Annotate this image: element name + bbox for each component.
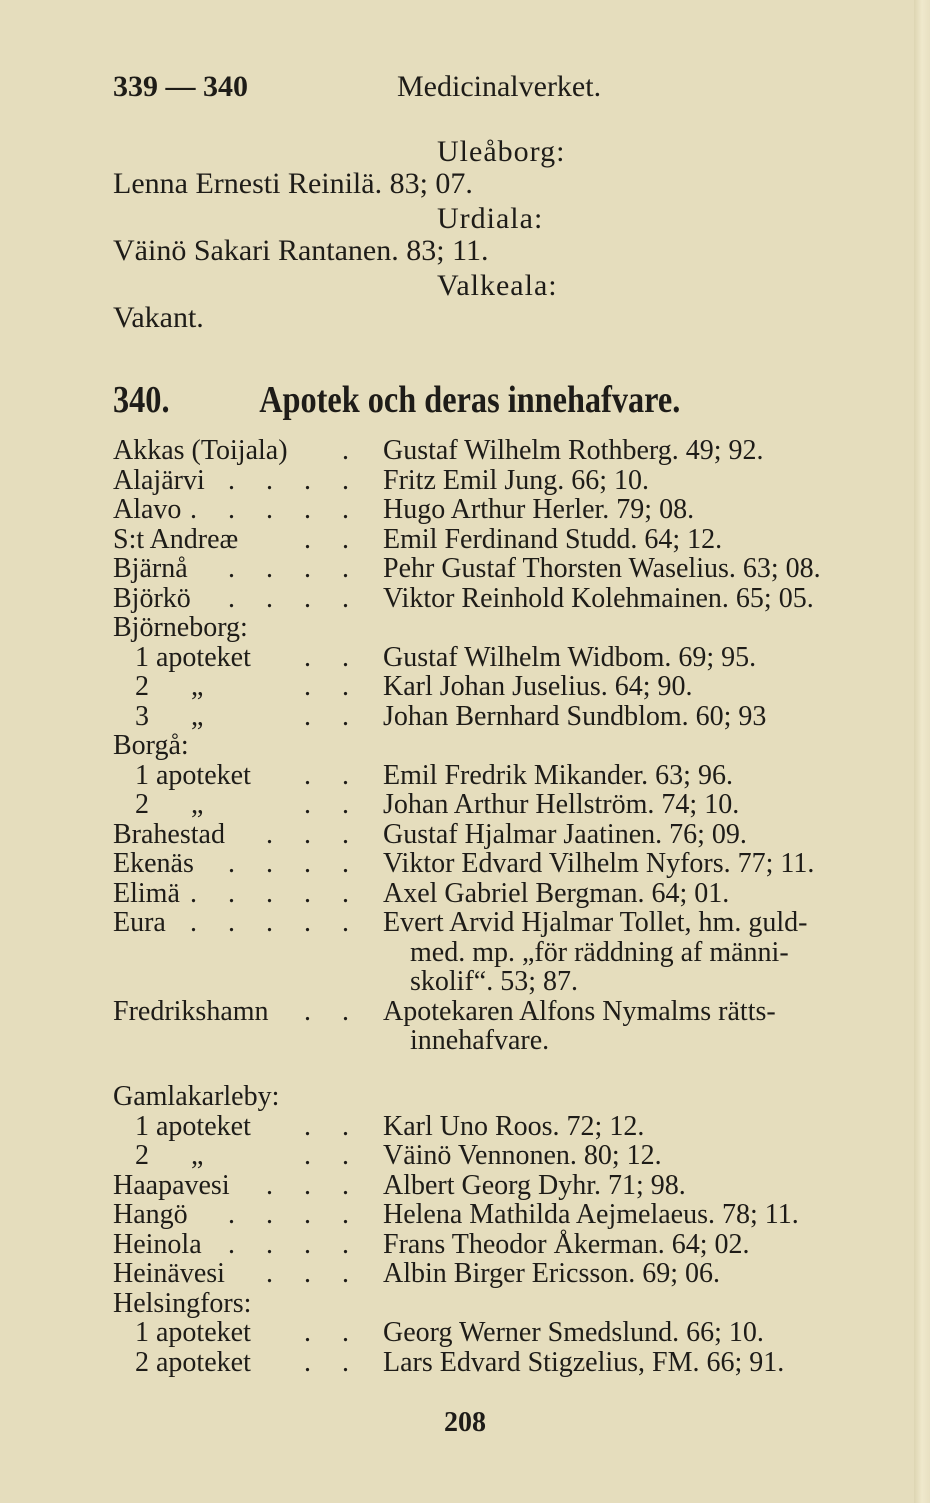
pharmacy-location: Bjärnå <box>113 553 188 584</box>
list-item <box>113 731 893 761</box>
list-item <box>113 584 893 614</box>
pharmacy-location: Björneborg: <box>113 612 248 643</box>
pharmacy-holder: Frans Theodor Åkerman. 64; 02. <box>383 1228 750 1260</box>
pharmacy-location: Hangö <box>113 1199 188 1231</box>
leader-dots: . . <box>304 671 361 702</box>
leader-dots: . . <box>304 1346 361 1378</box>
leader-dots: . . . <box>266 818 361 850</box>
pharmacy-location: 1 apoteket <box>135 759 251 791</box>
list-item <box>113 672 893 702</box>
pharmacy-location: Akkas (Toijala) <box>113 435 288 466</box>
pharmacy-holder: Johan Bernhard Sundblom. 60; 93 <box>383 700 767 732</box>
leader-dots: . . . . <box>228 1228 361 1260</box>
pharmacy-holder: Gustaf Hjalmar Jaatinen. 76; 09. <box>383 818 747 850</box>
pharmacy-location: Björkö <box>113 582 191 614</box>
pharmacy-location: Heinola <box>113 1228 202 1260</box>
leader-dots: . . <box>304 759 361 791</box>
pharmacy-location: 2 „ <box>135 789 204 820</box>
pharmacy-location: Fredrikshamn <box>113 995 269 1027</box>
pharmacy-holder: Evert Arvid Hjalmar Tollet, hm. guld- <box>383 907 808 938</box>
list-item <box>113 1289 893 1319</box>
leader-dots: . . <box>304 641 361 673</box>
place-name: Valkeala: <box>437 269 558 302</box>
pharmacy-holder: Apotekaren Alfons Nymalms rätts- <box>383 995 776 1027</box>
continuation-text: skolif“. 53; 87. <box>410 966 578 997</box>
list-item <box>113 790 893 820</box>
place-name: Uleåborg: <box>437 135 566 168</box>
list-item <box>113 613 893 643</box>
list-item <box>113 820 893 850</box>
list-item <box>113 436 893 466</box>
leader-dots: . . . <box>266 1258 361 1290</box>
person-entry: Lenna Ernesti Reinilä. 83; 07. <box>113 167 473 200</box>
list-item <box>113 702 893 732</box>
leader-dots: . <box>342 435 361 466</box>
pharmacy-location: Elimä <box>113 877 180 909</box>
leader-dots: . . . . <box>228 848 361 879</box>
list-item <box>113 554 893 584</box>
running-head <box>113 70 813 110</box>
list-item <box>113 1082 893 1112</box>
list-item <box>113 997 893 1027</box>
list-item <box>113 1348 893 1378</box>
continuation-text: innehafvare. <box>410 1025 550 1056</box>
pharmacy-location: 1 apoteket <box>135 641 251 673</box>
pharmacy-holder: Fritz Emil Jung. 66; 10. <box>383 464 649 496</box>
leader-dots: . . . . <box>228 553 361 584</box>
list-item <box>113 466 893 496</box>
pharmacy-holder: Karl Uno Roos. 72; 12. <box>383 1110 645 1142</box>
list-item <box>113 1171 893 1201</box>
pharmacy-location: Heinävesi <box>113 1258 225 1290</box>
pharmacy-holder: Helena Mathilda Aejmelaeus. 78; 11. <box>383 1199 799 1231</box>
leader-dots: . . <box>304 789 361 820</box>
leader-dots: . . <box>304 1140 361 1172</box>
leader-dots: . . . . <box>228 1199 361 1231</box>
list-item <box>113 908 893 938</box>
list-item <box>113 525 893 555</box>
pharmacy-location: 2 apoteket <box>135 1346 251 1378</box>
pharmacy-holder: Hugo Arthur Herler. 79; 08. <box>383 494 695 525</box>
leader-dots: . . <box>304 1110 361 1142</box>
holder-continuation <box>113 938 893 968</box>
person-entry: Vakant. <box>113 301 204 334</box>
leader-dots: . . <box>304 700 361 732</box>
leader-dots: . . . . . <box>190 494 361 525</box>
section-number: 340. <box>113 379 170 421</box>
page-edge <box>914 0 930 1503</box>
leader-dots: . . . . . <box>190 907 361 938</box>
pharmacy-location: Haapavesi <box>113 1169 230 1201</box>
pharmacy-holder: Karl Johan Juselius. 64; 90. <box>383 671 693 702</box>
list-item <box>113 761 893 791</box>
list-item <box>113 1259 893 1289</box>
pharmacy-holder: Georg Werner Smedslund. 66; 10. <box>383 1317 764 1349</box>
pharmacy-location: 1 apoteket <box>135 1317 251 1349</box>
pharmacy-holder: Pehr Gustaf Thorsten Waselius. 63; 08. <box>383 553 821 584</box>
pharmacy-holder: Gustaf Wilhelm Rothberg. 49; 92. <box>383 435 764 466</box>
pharmacy-holder: Albert Georg Dyhr. 71; 98. <box>383 1169 686 1201</box>
pharmacy-location: 1 apoteket <box>135 1110 251 1142</box>
pharmacy-location: 3 „ <box>135 700 204 732</box>
leader-dots: . . <box>304 1317 361 1349</box>
pharmacy-location: Helsingfors: <box>113 1287 252 1319</box>
pharmacy-holder: Gustaf Wilhelm Widbom. 69; 95. <box>383 641 757 673</box>
pharmacy-location: Alavo <box>113 494 182 525</box>
pharmacy-location: Brahestad <box>113 818 225 850</box>
pharmacy-location: Ekenäs <box>113 848 194 879</box>
pharmacy-holder: Emil Ferdinand Studd. 64; 12. <box>383 523 723 555</box>
section-title: Apotek och deras innehafvare. <box>259 379 681 421</box>
list-item <box>113 1230 893 1260</box>
pharmacy-holder: Viktor Edvard Vilhelm Nyfors. 77; 11. <box>383 848 815 879</box>
pharmacy-holder: Emil Fredrik Mikander. 63; 96. <box>383 759 733 791</box>
leader-dots: . . . . <box>228 582 361 614</box>
holder-continuation <box>113 967 893 997</box>
list-item <box>113 1318 893 1348</box>
pharmacy-location: Borgå: <box>113 730 189 761</box>
pharmacy-holder: Albin Birger Ericsson. 69; 06. <box>383 1258 721 1290</box>
list-item <box>113 643 893 673</box>
running-head-section: Medicinalverket. <box>397 70 602 103</box>
leader-dots: . . . . . <box>190 877 361 909</box>
list-item <box>113 1200 893 1230</box>
pharmacy-holder: Lars Edvard Stigzelius, FM. 66; 91. <box>383 1346 785 1378</box>
list-item <box>113 879 893 909</box>
pharmacy-holder: Väinö Vennonen. 80; 12. <box>383 1140 662 1172</box>
place-name: Urdiala: <box>437 202 544 235</box>
list-item <box>113 849 893 879</box>
leader-dots: . . <box>304 995 361 1027</box>
pharmacy-location: Alajärvi <box>113 464 205 496</box>
holder-continuation <box>113 1026 893 1056</box>
pharmacy-location: S:t Andreæ <box>113 523 239 555</box>
continuation-text: med. mp. „för räddning af männi- <box>410 936 789 968</box>
pharmacy-location: 2 „ <box>135 1140 204 1172</box>
pharmacy-holder: Johan Arthur Hellström. 74; 10. <box>383 789 740 820</box>
person-entry: Väinö Sakari Rantanen. 83; 11. <box>113 234 489 267</box>
page-number: 208 <box>444 1407 486 1438</box>
list-item <box>113 495 893 525</box>
pharmacy-holder: Axel Gabriel Bergman. 64; 01. <box>383 877 730 909</box>
pharmacy-holder: Viktor Reinhold Kolehmainen. 65; 05. <box>383 582 814 614</box>
leader-dots: . . . . <box>228 464 361 496</box>
pharmacy-location: 2 „ <box>135 671 204 702</box>
list-item <box>113 1141 893 1171</box>
pharmacy-location: Eura <box>113 907 166 938</box>
list-item <box>113 1112 893 1142</box>
page-range: 339 — 340 <box>113 70 248 103</box>
leader-dots: . . . <box>266 1169 361 1201</box>
leader-dots: . . <box>304 523 361 555</box>
pharmacy-location: Gamlakarleby: <box>113 1081 280 1113</box>
